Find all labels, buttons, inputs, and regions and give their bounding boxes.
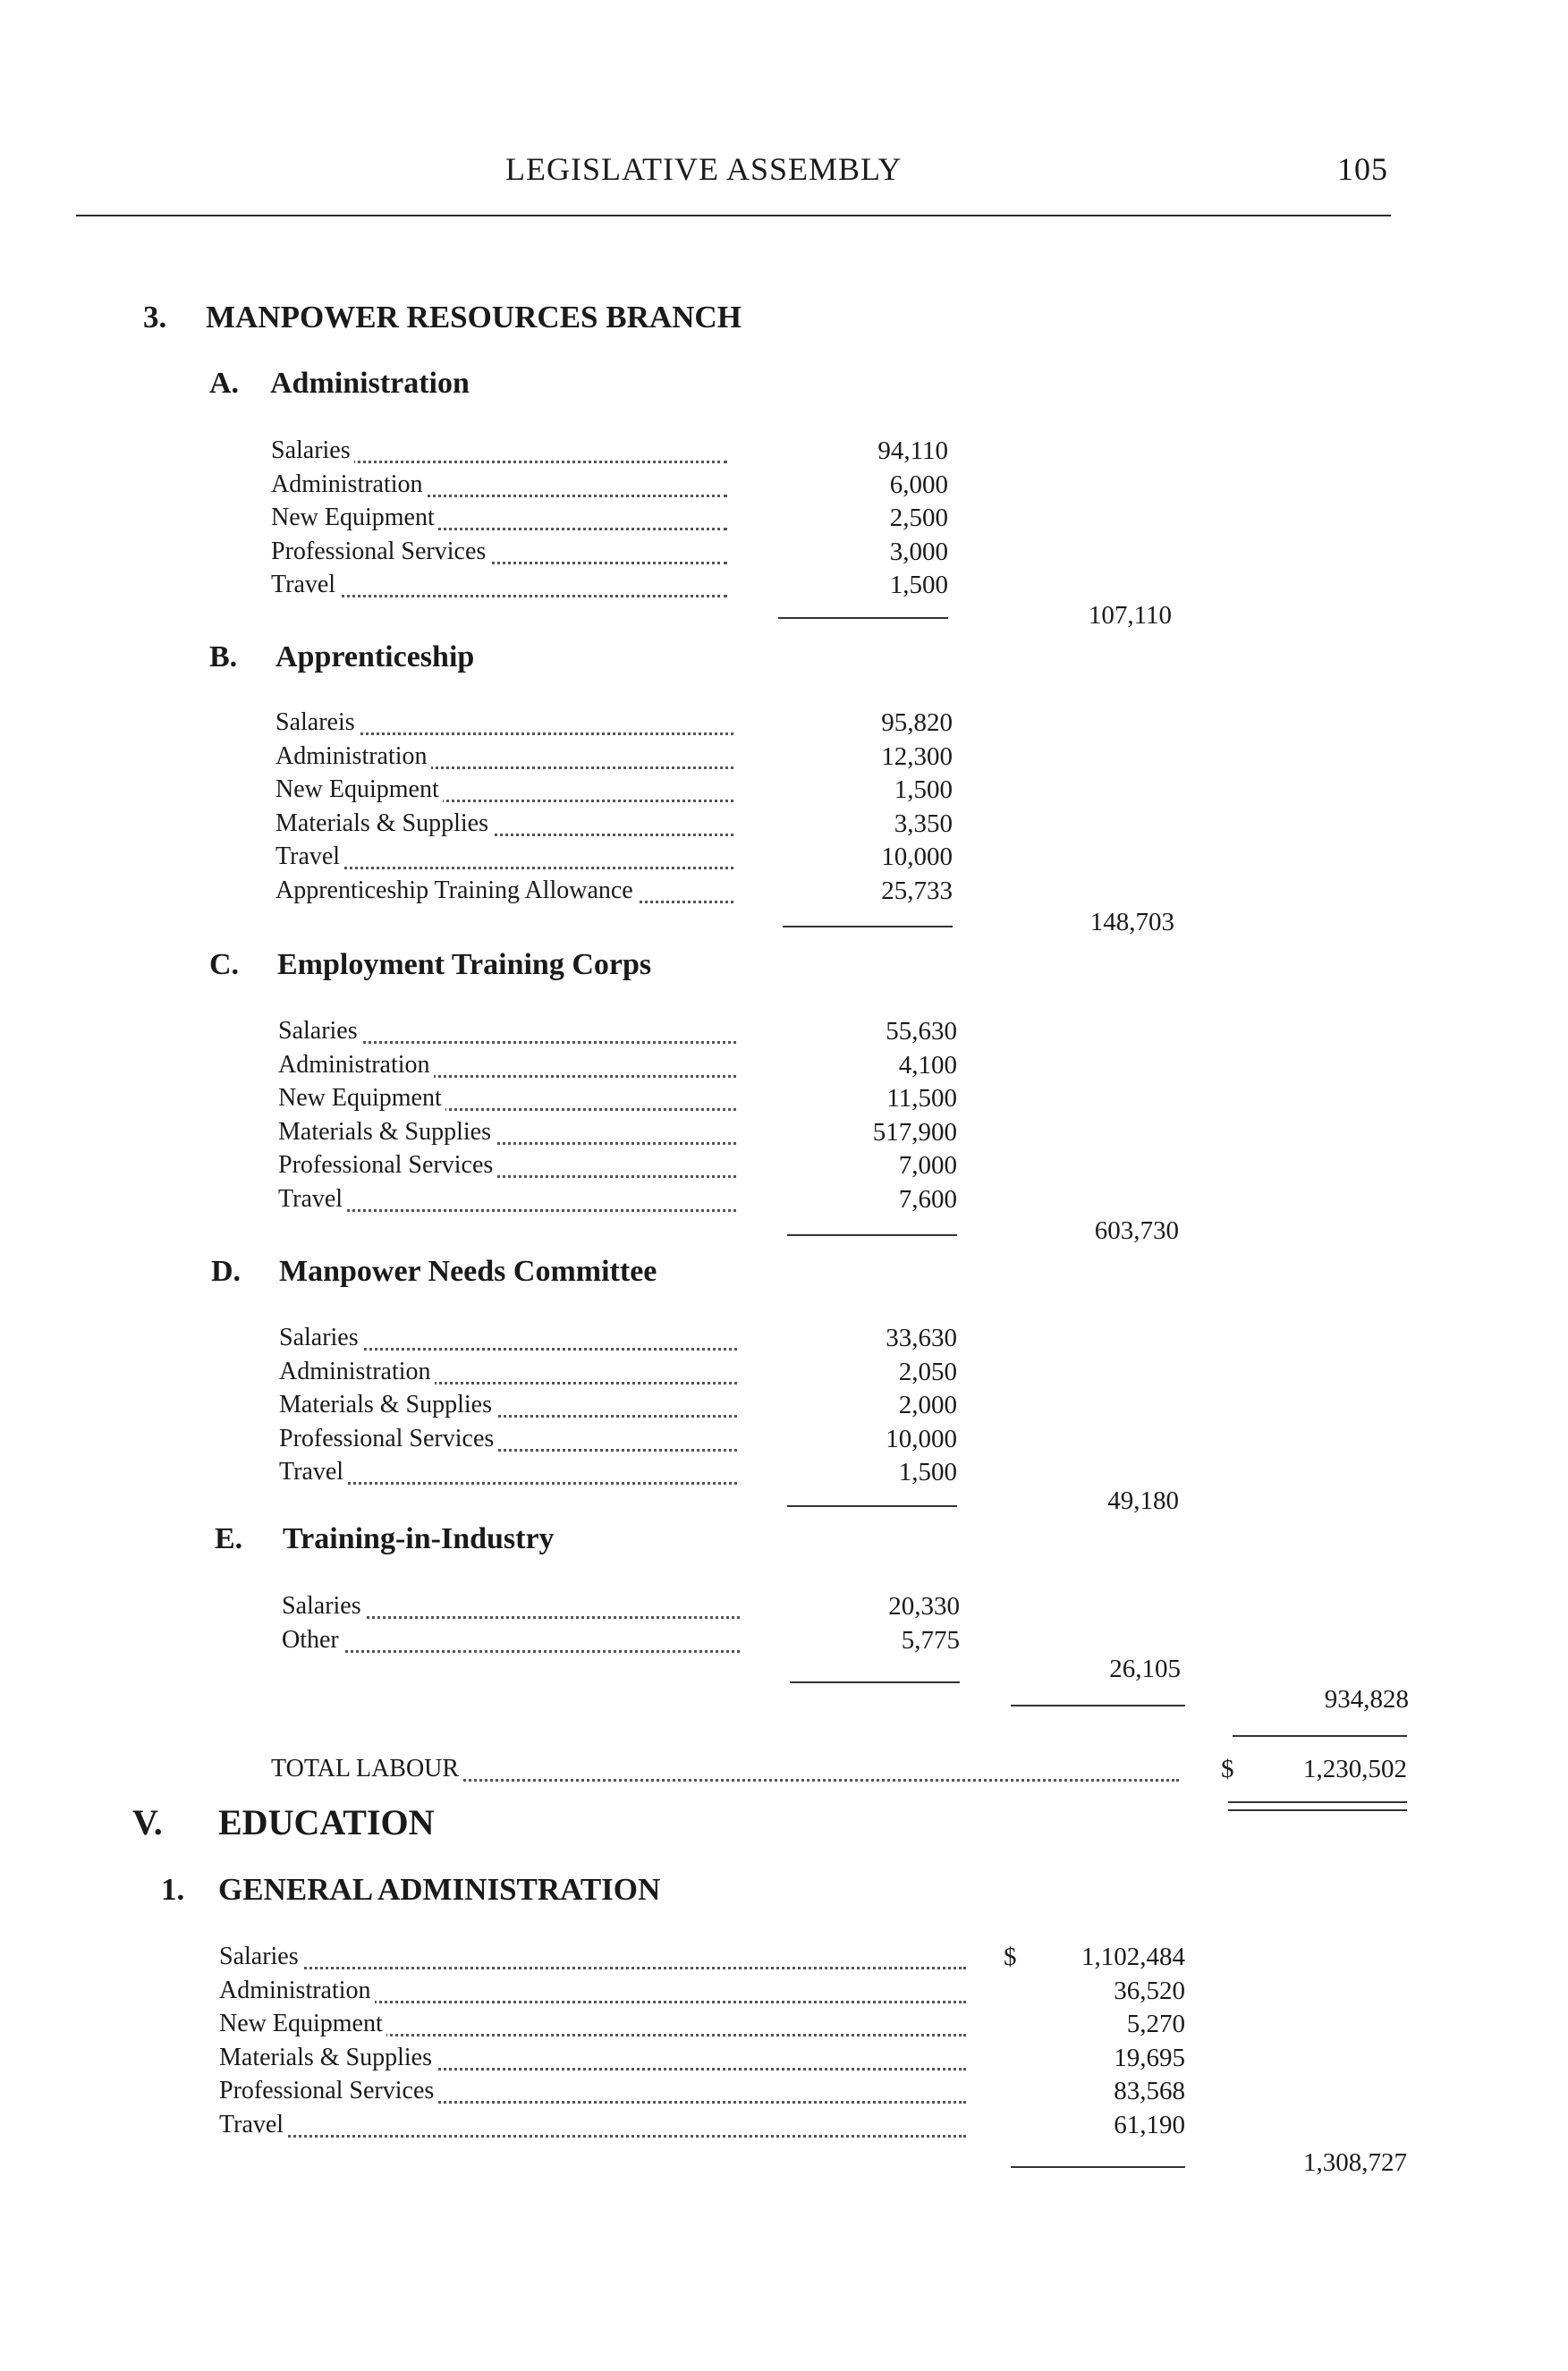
total-labour-label: TOTAL LABOUR [271,1755,462,1782]
section-title: Apprenticeship [275,640,475,673]
part-title: EDUCATION [218,1802,435,1842]
line-item [278,1084,736,1116]
line-item [219,2077,966,2109]
branch-title: MANPOWER RESOURCES BRANCH [206,300,742,334]
line-item-label: Salaries [219,1943,302,1970]
line-item [219,1977,966,2009]
total-rule [1233,1735,1407,1737]
line-item [275,742,733,775]
line-item-amount: 12,300 [881,741,953,771]
section-rule [787,1505,957,1507]
part-number: V. [132,1802,163,1842]
line-item-amount: 3,000 [889,537,948,566]
section-rule [783,926,953,927]
line-item-label: Salaries [271,436,354,464]
line-item-label: Administration [278,1051,434,1079]
line-item [271,504,727,536]
line-item-amount: 25,733 [881,876,953,905]
line-item [279,1458,737,1490]
line-item-label: Apprenticeship Training Allowance [275,876,637,904]
line-item-label: Materials & Supplies [275,809,492,837]
line-item-label: Administration [279,1358,435,1385]
line-item-amount: 2,000 [898,1391,957,1419]
branch-total: 934,828 [1324,1685,1409,1714]
line-item-amount: 2,500 [889,504,948,532]
line-item [275,876,733,909]
section-subtotal: 148,703 [1089,908,1174,936]
line-item-amount: 6,000 [889,470,948,499]
section-letter: D. [211,1255,242,1288]
line-item-amount: 10,000 [886,1424,957,1453]
section-letter: E. [215,1522,243,1555]
total-labour-value: 1,230,502 [1303,1755,1407,1783]
line-item-amount: 10,000 [881,843,953,871]
section-rule [790,1681,960,1683]
line-item-label: Salaries [278,1017,361,1045]
line-item [219,1943,966,1975]
section-letter: A. [209,367,240,400]
line-item-label: New Equipment [271,504,438,531]
line-item-amount: 61,190 [1114,2110,1185,2139]
currency-symbol: $ [1221,1755,1234,1783]
line-item [278,1051,736,1083]
line-item-amount: 517,900 [872,1117,957,1147]
line-item [219,2044,966,2076]
subsection-number: 1. [161,1872,185,1907]
line-item [219,2111,966,2143]
page-number: 105 [1337,151,1388,187]
line-item [271,571,727,603]
line-item-amount: 7,600 [898,1184,957,1214]
line-item-label: Materials & Supplies [278,1118,495,1146]
line-item-amount: 20,330 [888,1592,960,1621]
line-item-amount: 1,500 [898,1458,957,1486]
line-item-label: Professional Services [279,1425,497,1452]
line-item-label: Travel [271,571,339,598]
double-rule-top [1228,1801,1407,1803]
line-item-amount: 33,630 [886,1324,957,1352]
line-item [279,1391,737,1423]
line-item-amount: 94,110 [877,436,948,465]
line-item-label: New Equipment [278,1084,445,1112]
line-item-amount: 95,820 [881,708,953,737]
line-item [278,1151,736,1183]
line-item-label: Travel [275,843,343,870]
line-item-amount: 2,050 [898,1357,957,1386]
line-item [279,1324,737,1356]
line-item-label: Travel [219,2111,287,2138]
line-item-label: Salareis [275,708,359,736]
line-item [275,708,733,741]
section-subtotal: 107,110 [1088,601,1172,630]
section-letter: C. [209,948,240,981]
line-item [279,1358,737,1390]
double-rule-bottom [1228,1809,1407,1811]
line-item-label: Professional Services [271,538,489,565]
line-item [278,1118,736,1150]
branch-number: 3. [143,300,167,334]
line-item-amount: 36,520 [1114,1976,1185,2005]
line-item [282,1592,740,1624]
line-item-label: Professional Services [278,1151,496,1179]
line-item-amount: 5,270 [1126,2010,1185,2038]
section-subtotal: 49,180 [1107,1486,1179,1515]
line-item [271,436,727,469]
line-item-label: New Equipment [275,775,443,803]
section-letter: B. [209,640,238,673]
line-item-label: Administration [271,470,427,498]
line-item-label: Salaries [282,1592,365,1620]
line-item-label: Administration [275,742,431,770]
line-item [275,809,733,842]
line-item-amount: 5,775 [901,1625,960,1655]
section-title: Manpower Needs Committee [279,1255,657,1288]
line-item-label: Salaries [279,1324,362,1351]
section-rule [787,1234,957,1236]
line-item-amount: 1,102,484 [1081,1943,1185,1971]
line-item-amount: 1,500 [889,571,948,599]
line-item-amount: 19,695 [1114,2043,1185,2072]
line-item-label: Travel [278,1185,346,1213]
gen-admin-total: 1,308,727 [1303,2148,1407,2177]
line-item-label: Other [282,1626,343,1654]
currency-symbol: $ [1004,1943,1017,1971]
line-item-label: Professional Services [219,2077,437,2104]
line-item-label: New Equipment [219,2010,386,2037]
subsection-title: GENERAL ADMINISTRATION [218,1872,661,1907]
header-rule [76,215,1391,216]
line-item [275,775,733,808]
subtotal-rule [1011,1705,1185,1706]
line-item-label: Materials & Supplies [279,1391,496,1418]
total-labour-line [271,1755,1179,1787]
line-item [282,1626,740,1658]
section-subtotal: 603,730 [1094,1216,1179,1245]
line-item [271,538,727,570]
line-item-amount: 1,500 [894,775,953,804]
line-item-amount: 83,568 [1114,2077,1185,2105]
line-item [278,1185,736,1217]
line-item-amount: 55,630 [886,1017,957,1046]
line-item [271,470,727,503]
line-item [219,2010,966,2042]
line-item [275,843,733,875]
line-item-amount: 4,100 [898,1050,957,1080]
line-item [278,1017,736,1049]
section-title: Administration [270,367,470,400]
page-header-title: LEGISLATIVE ASSEMBLY [505,151,903,187]
line-item-amount: 11,500 [886,1084,957,1113]
line-item-label: Administration [219,1977,375,2004]
section-rule [778,617,948,619]
line-item [279,1425,737,1457]
line-item-amount: 3,350 [894,809,953,838]
section-title: Employment Training Corps [277,948,652,981]
subtotal-rule [1011,2166,1185,2168]
line-item-amount: 7,000 [898,1151,957,1180]
line-item-label: Materials & Supplies [219,2044,436,2071]
section-subtotal: 26,105 [1109,1655,1181,1683]
line-item-label: Travel [279,1458,347,1486]
section-title: Training-in-Industry [283,1522,555,1555]
